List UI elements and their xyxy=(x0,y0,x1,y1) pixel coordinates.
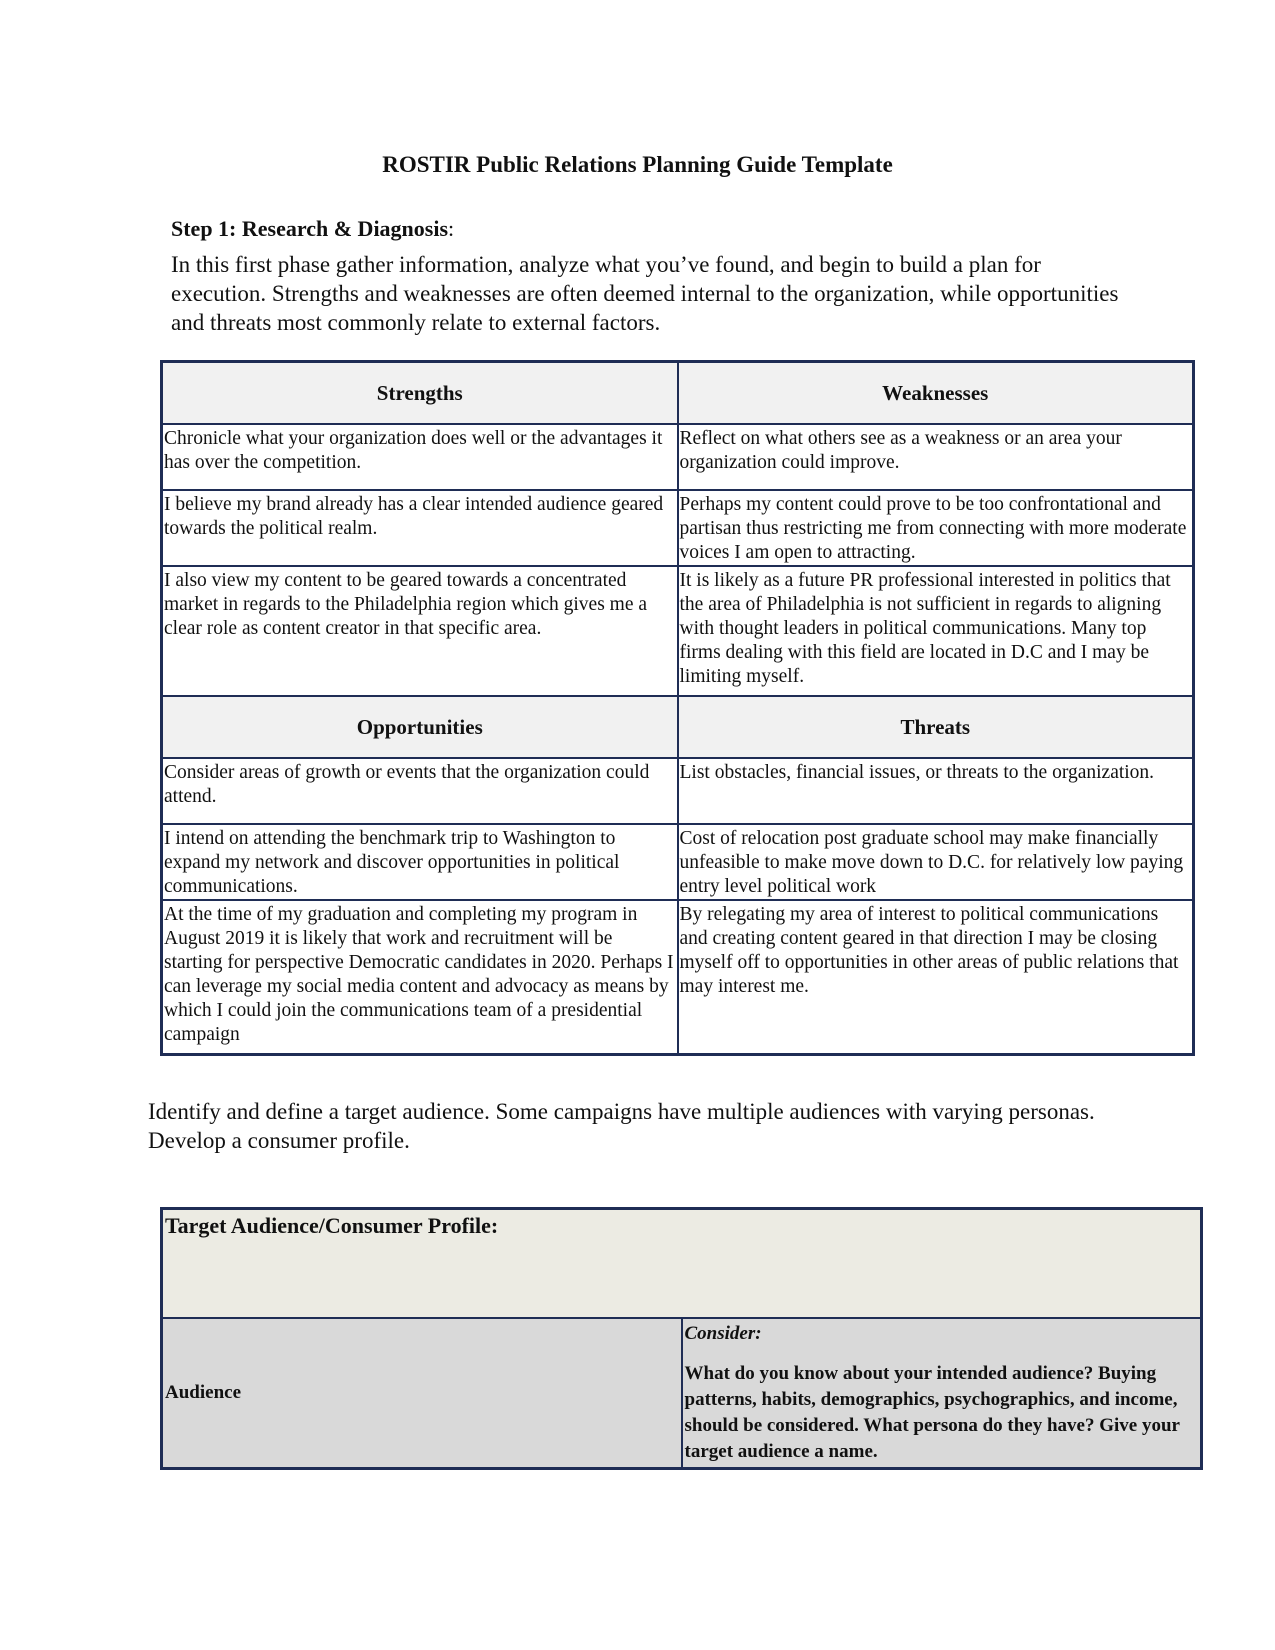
swot-row xyxy=(162,490,1194,566)
step-1-heading xyxy=(171,214,454,244)
threats-cell-3: By relegating my area of interest to political communications and creating content geared in that direction I may be closing myself off to opportunities in other areas of public relations that may interest me. xyxy=(678,900,1194,1055)
swot-row xyxy=(162,824,1194,900)
consider-text: What do you know about your intended audience? Buying patterns, habits, demographics, psychographics, and income, should be considered. What persona do they have? Give your target audience a name. xyxy=(684,1363,1180,1462)
audience-intro: Identify and define a target audience. Some campaigns have multiple audiences with varying personas. Develop a consumer profile. xyxy=(148,1099,1095,1153)
weaknesses-cell-3: It is likely as a future PR professional interested in politics that the area of Philadelphia is not sufficient in regards to aligning with thought leaders in political communications. Many top firms dealing with this field are located in D.C and I may be limiting myself. xyxy=(678,566,1194,696)
strengths-header: Strengths xyxy=(162,362,678,425)
opportunities-cell-2: I intend on attending the benchmark trip to Washington to expand my network and discover opportunities in political communications. xyxy=(162,824,678,900)
swot-row xyxy=(162,900,1194,1055)
audience-label: Audience xyxy=(162,1318,682,1469)
document-title: ROSTIR Public Relations Planning Guide Template xyxy=(382,152,893,177)
threats-cell-2: Cost of relocation post graduate school may make financially unfeasible to make move down to D.C. for relatively low paying entry level political work xyxy=(678,824,1194,900)
opportunities-cell-3: At the time of my graduation and completing my program in August 2019 it is likely that work and recruitment will be starting for perspective Democratic candidates in 2020. Perhaps I can leverage my social media content and advocacy as means by which I could join the communications team of a presidential campaign xyxy=(162,900,678,1055)
swot-header-row-1 xyxy=(162,362,1194,425)
swot-table xyxy=(160,360,1195,1056)
step-1-intro: In this first phase gather information, analyze what you’ve found, and begin to build a plan for execution. Strengths and weaknesses are often deemed internal to the organization, while opportunities and threats most commonly relate to external factors. xyxy=(171,252,1119,335)
consumer-profile-table xyxy=(160,1207,1203,1470)
opportunities-cell-1: Consider areas of growth or events that the organization could attend. xyxy=(162,758,678,824)
profile-header-row xyxy=(162,1209,1202,1319)
consider-label: Consider: xyxy=(684,1323,762,1344)
step-1-colon: : xyxy=(448,216,455,241)
step-1-heading-text: Step 1: Research & Diagnosis xyxy=(171,216,449,241)
weaknesses-cell-1: Reflect on what others see as a weakness or an area your organization could improve. xyxy=(678,424,1194,490)
strengths-cell-1: Chronicle what your organization does well or the advantages it has over the competition. xyxy=(162,424,678,490)
strengths-cell-2: I believe my brand already has a clear intended audience geared towards the political realm. xyxy=(162,490,678,566)
swot-row xyxy=(162,758,1194,824)
consider-cell xyxy=(682,1318,1202,1469)
profile-audience-row xyxy=(162,1318,1202,1469)
swot-header-row-2 xyxy=(162,696,1194,758)
threats-header: Threats xyxy=(678,696,1194,758)
threats-cell-1: List obstacles, financial issues, or threats to the organization. xyxy=(678,758,1194,824)
profile-heading: Target Audience/Consumer Profile: xyxy=(162,1209,1202,1319)
weaknesses-header: Weaknesses xyxy=(678,362,1194,425)
weaknesses-cell-2: Perhaps my content could prove to be too confrontational and partisan thus restricting me from connecting with more moderate voices I am open to attracting. xyxy=(678,490,1194,566)
strengths-cell-3: I also view my content to be geared towards a concentrated market in regards to the Philadelphia region which gives me a clear role as content creator in that specific area. xyxy=(162,566,678,696)
opportunities-header: Opportunities xyxy=(162,696,678,758)
swot-row xyxy=(162,424,1194,490)
swot-row xyxy=(162,566,1194,696)
